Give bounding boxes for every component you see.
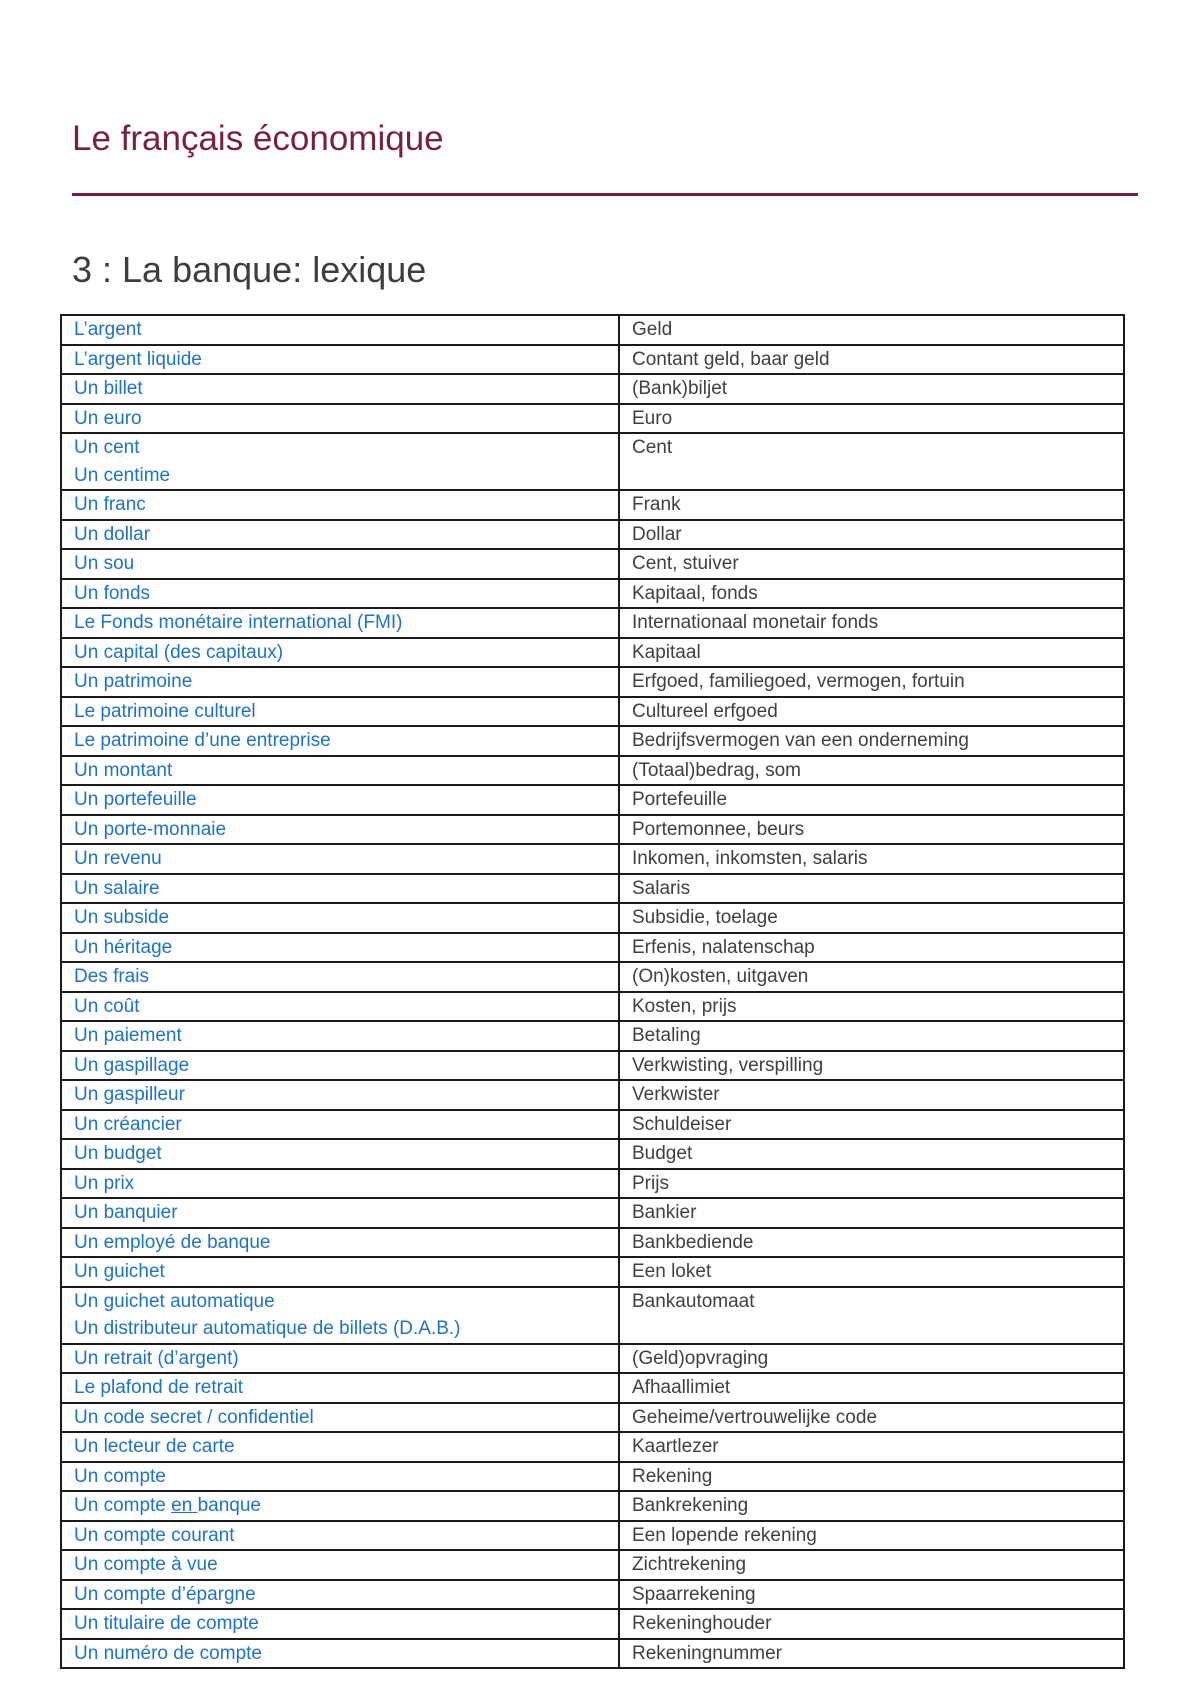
french-term: Un compte d’épargne [74,1583,256,1605]
table-row [61,1609,1124,1639]
french-term: Un paiement [74,1025,182,1046]
vocabulary-table-body [61,315,1124,1668]
french-term-cell [61,1550,619,1580]
table-row [61,667,1124,697]
french-term: L’argent liquide [74,348,202,370]
french-term-cell [61,404,619,434]
french-term: Un sou [74,553,135,574]
table-row [61,1228,1124,1258]
dutch-translation-cell [619,1639,1124,1669]
table-row [61,1080,1124,1110]
french-term-cell [61,345,619,375]
french-term-cell [61,374,619,404]
table-row [61,1169,1124,1199]
french-term-cell [61,433,619,490]
french-term-cell [61,1198,619,1228]
french-term-cell [61,815,619,845]
table-row [61,1110,1124,1140]
dutch-translation-cell [619,844,1124,874]
table-row [61,374,1124,404]
dutch-translation: Bankrekening [632,1495,749,1516]
french-term: Un compte à vue [74,1554,218,1575]
french-term-cell [61,844,619,874]
dutch-translation: Erfgoed, familiegoed, vermogen, fortuin [632,671,965,692]
dutch-translation-cell [619,697,1124,727]
table-row [61,1521,1124,1551]
french-term-cell [61,962,619,992]
dutch-translation: Rekeningnummer [632,1642,782,1664]
dutch-translation-cell [619,1432,1124,1462]
dutch-translation-cell [619,1257,1124,1287]
table-row [61,404,1124,434]
french-term-cell [61,1021,619,1051]
french-term-cell [61,874,619,904]
dutch-translation: Schuldeiser [632,1113,732,1135]
dutch-translation: Subsidie, toelage [632,907,778,928]
table-row [61,844,1124,874]
french-term-cell [61,1609,619,1639]
table-row [61,1639,1124,1669]
dutch-translation-cell [619,667,1124,697]
french-term-cell [61,315,619,345]
dutch-translation: Bedrijfsvermogen van een onderneming [632,730,969,751]
dutch-translation-cell [619,815,1124,845]
table-row [61,1344,1124,1374]
table-row [61,1257,1124,1287]
dutch-translation: Bankautomaat [632,1290,755,1312]
dutch-translation: (Bank)biljet [632,378,728,399]
dutch-translation-cell [619,1462,1124,1492]
dutch-translation-cell [619,1110,1124,1140]
dutch-translation: Geheime/vertrouwelijke code [632,1406,878,1428]
dutch-translation: Kapitaal, fonds [632,582,758,604]
table-row [61,1021,1124,1051]
french-term-cell [61,1639,619,1669]
dutch-translation: Euro [632,407,673,429]
dutch-translation: Betaling [632,1025,701,1046]
dutch-translation-cell [619,433,1124,490]
dutch-translation: Bankbediende [632,1231,754,1253]
table-row [61,1139,1124,1169]
dutch-translation: Dollar [632,523,682,545]
french-term: Un cent [74,437,140,458]
dutch-translation-cell [619,1139,1124,1169]
french-term-cell [61,1344,619,1374]
dutch-translation-cell [619,1373,1124,1403]
dutch-translation: Prijs [632,1172,669,1194]
french-term-cell [61,520,619,550]
french-term: Un distributeur automatique de billets (D.A.B.) [74,1318,461,1339]
french-term: Un budget [74,1143,162,1164]
french-term-cell [61,756,619,786]
table-row [61,874,1124,904]
french-term: Un compte [74,1465,166,1487]
french-term-cell [61,1432,619,1462]
french-term-cell [61,1462,619,1492]
dutch-translation-cell [619,1228,1124,1258]
french-term: Le patrimoine culturel [74,700,256,722]
table-row [61,490,1124,520]
table-row [61,756,1124,786]
dutch-translation-cell [619,549,1124,579]
french-term: Un euro [74,407,142,429]
french-term-cell [61,1521,619,1551]
dutch-translation: Een loket [632,1261,712,1282]
table-row [61,345,1124,375]
table-row [61,638,1124,668]
dutch-translation: Rekening [632,1465,713,1487]
french-term-part: Un compte [74,1495,172,1516]
french-term: Un héritage [74,936,173,958]
french-term: Un gaspillage [74,1054,190,1076]
document-title: Le français économique [72,119,444,158]
french-term: Un coût [74,995,140,1017]
table-row [61,1550,1124,1580]
table-row [61,815,1124,845]
dutch-translation-cell [619,903,1124,933]
dutch-translation: Contant geld, baar geld [632,348,830,370]
table-row [61,697,1124,727]
table-row [61,1287,1124,1344]
french-term: Un employé de banque [74,1231,271,1253]
dutch-translation-cell [619,1080,1124,1110]
french-term: Un fonds [74,582,151,604]
french-term: Un titulaire de compte [74,1613,259,1634]
dutch-translation: Portefeuille [632,789,728,810]
dutch-translation-cell [619,756,1124,786]
dutch-translation-cell [619,608,1124,638]
dutch-translation-cell [619,1344,1124,1374]
dutch-translation-cell [619,1580,1124,1610]
french-term: Un subside [74,907,170,928]
french-term-part: banque [197,1495,261,1516]
table-row [61,1403,1124,1433]
french-term: Un guichet automatique [74,1290,275,1312]
dutch-translation: (On)kosten, uitgaven [632,966,809,987]
dutch-translation-cell [619,315,1124,345]
dutch-translation-cell [619,520,1124,550]
table-row [61,1051,1124,1081]
dutch-translation-cell [619,1198,1124,1228]
french-term: Un compte courant [74,1524,235,1546]
dutch-translation: Een lopende rekening [632,1524,817,1546]
dutch-translation-cell [619,638,1124,668]
dutch-translation-cell [619,1051,1124,1081]
dutch-translation-cell [619,1550,1124,1580]
french-term: Un guichet [74,1261,165,1282]
french-term-cell [61,608,619,638]
dutch-translation-cell [619,1491,1124,1521]
dutch-translation: Inkomen, inkomsten, salaris [632,848,868,869]
vocabulary-table [60,314,1125,1669]
french-term: Un créancier [74,1113,182,1135]
french-term: Un montant [74,759,173,781]
dutch-translation: Internationaal monetair fonds [632,612,879,633]
french-term: Un code secret / confidentiel [74,1406,314,1428]
dutch-translation: Frank [632,494,681,515]
table-row [61,1198,1124,1228]
french-term: L’argent [74,319,142,340]
table-row [61,608,1124,638]
dutch-translation: (Geld)opvraging [632,1347,769,1369]
french-term: Le Fonds monétaire international (FMI) [74,612,403,633]
dutch-translation: Verkwisting, verspilling [632,1054,824,1076]
french-term: Un numéro de compte [74,1642,262,1664]
dutch-translation: Bankier [632,1202,697,1223]
french-term-cell [61,1257,619,1287]
french-term-cell [61,903,619,933]
french-term-cell [61,1373,619,1403]
french-term-cell [61,1287,619,1344]
table-row [61,785,1124,815]
dutch-translation: (Totaal)bedrag, som [632,759,801,781]
french-term-cell [61,1169,619,1199]
dutch-translation: Kaartlezer [632,1436,719,1457]
french-term: Un portefeuille [74,789,197,810]
dutch-translation-cell [619,933,1124,963]
french-term-cell [61,638,619,668]
dutch-translation-cell [619,785,1124,815]
dutch-translation: Portemonnee, beurs [632,818,805,840]
dutch-translation: Cultureel erfgoed [632,700,778,722]
dutch-translation-cell [619,374,1124,404]
dutch-translation-cell [619,490,1124,520]
table-row [61,1462,1124,1492]
french-term-cell [61,1051,619,1081]
dutch-translation: Erfenis, nalatenschap [632,936,815,958]
table-row [61,726,1124,756]
french-term: Un capital (des capitaux) [74,641,284,663]
french-term-cell [61,1139,619,1169]
dutch-translation: Kapitaal [632,641,701,663]
french-term-cell [61,726,619,756]
french-term-cell [61,549,619,579]
dutch-translation: Cent [632,437,673,458]
dutch-translation-cell [619,1169,1124,1199]
table-row [61,315,1124,345]
french-term-cell [61,1228,619,1258]
french-term: Un gaspilleur [74,1084,185,1105]
dutch-translation: Cent, stuiver [632,553,739,574]
french-term [74,1492,606,1520]
dutch-translation: Zichtrekening [632,1554,747,1575]
dutch-translation-cell [619,1521,1124,1551]
dutch-translation-cell [619,1287,1124,1344]
french-term: Un dollar [74,523,151,545]
title-divider [72,193,1138,196]
french-term-cell [61,490,619,520]
table-row [61,1432,1124,1462]
dutch-translation-cell [619,1609,1124,1639]
dutch-translation-cell [619,1403,1124,1433]
french-term: Un prix [74,1172,135,1194]
dutch-translation: Spaarrekening [632,1583,756,1605]
french-term: Un banquier [74,1202,178,1223]
french-term: Un lecteur de carte [74,1436,235,1457]
french-term: Un retrait (d’argent) [74,1347,239,1369]
table-row [61,549,1124,579]
french-term-cell [61,697,619,727]
dutch-translation-cell [619,345,1124,375]
french-term-cell [61,785,619,815]
dutch-translation-cell [619,1021,1124,1051]
french-term-cell [61,933,619,963]
table-row [61,1491,1124,1521]
dutch-translation-cell [619,962,1124,992]
french-term: Le plafond de retrait [74,1377,244,1398]
french-term-cell [61,579,619,609]
french-term-part: en [171,1495,198,1516]
section-title: 3 : La banque: lexique [72,249,427,290]
french-term-cell [61,667,619,697]
french-term: Un revenu [74,848,162,869]
dutch-translation-cell [619,874,1124,904]
table-row [61,933,1124,963]
dutch-translation-cell [619,992,1124,1022]
french-term: Un salaire [74,877,160,899]
french-term: Un billet [74,378,143,399]
table-row [61,962,1124,992]
table-row [61,433,1124,490]
dutch-translation: Salaris [632,877,691,899]
french-term-cell [61,1080,619,1110]
dutch-translation: Budget [632,1143,693,1164]
french-term-cell [61,1491,619,1521]
table-row [61,1580,1124,1610]
french-term: Des frais [74,966,149,987]
french-term-cell [61,992,619,1022]
dutch-translation: Rekeninghouder [632,1613,772,1634]
dutch-translation-cell [619,726,1124,756]
dutch-translation-cell [619,404,1124,434]
dutch-translation: Kosten, prijs [632,995,737,1017]
dutch-translation: Verkwister [632,1084,720,1105]
french-term-cell [61,1403,619,1433]
table-row [61,579,1124,609]
table-row [61,1373,1124,1403]
french-term: Un franc [74,494,146,515]
table-row [61,903,1124,933]
table-row [61,520,1124,550]
table-row [61,992,1124,1022]
dutch-translation: Afhaallimiet [632,1377,731,1398]
french-term-cell [61,1580,619,1610]
french-term: Un centime [74,464,171,486]
dutch-translation-cell [619,579,1124,609]
french-term: Un porte-monnaie [74,818,227,840]
french-term-cell [61,1110,619,1140]
french-term: Le patrimoine d’une entreprise [74,730,331,751]
dutch-translation: Geld [632,319,673,340]
french-term: Un patrimoine [74,671,193,692]
